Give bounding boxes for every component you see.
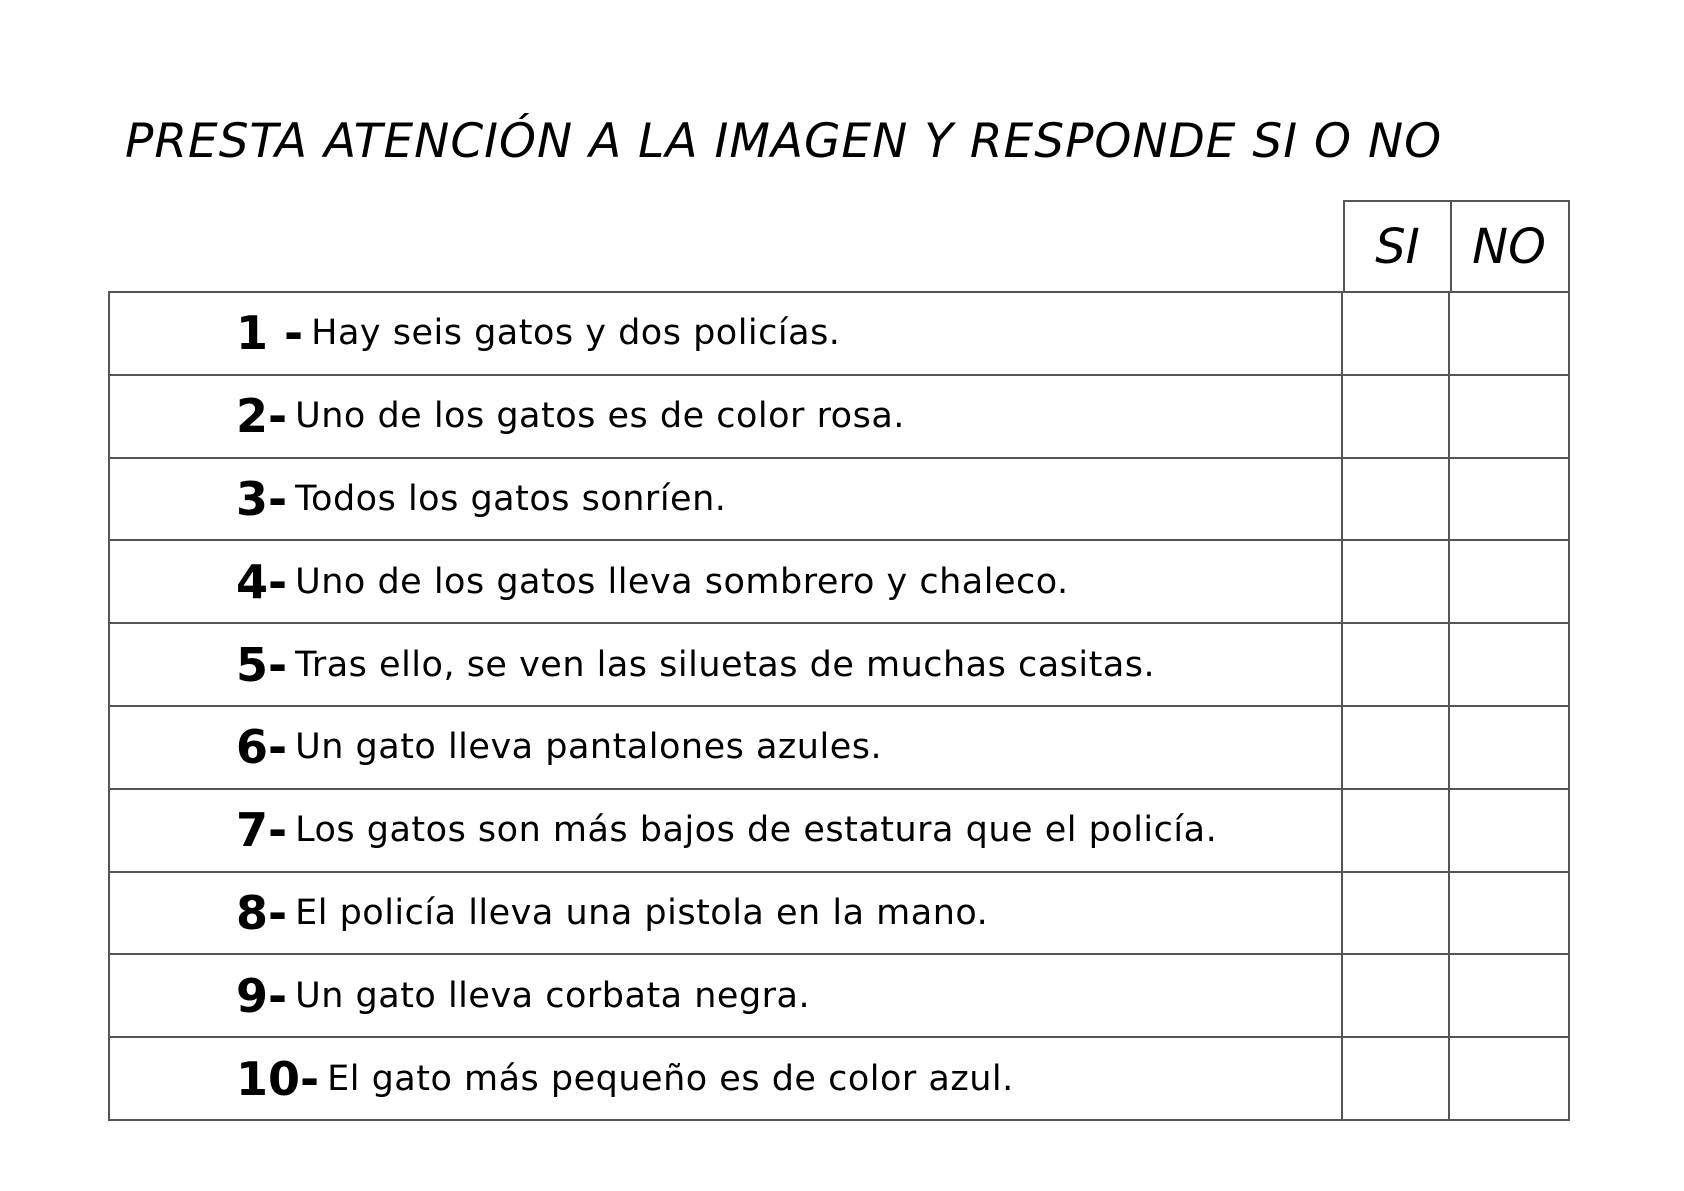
item-text: Los gatos son más bajos de estatura que el policía. — [295, 810, 1218, 851]
answer-cell-no[interactable] — [1450, 955, 1570, 1036]
statement-cell — [110, 624, 1343, 705]
item-text: Todos los gatos sonríen. — [295, 478, 727, 519]
answer-cell-no[interactable] — [1450, 707, 1570, 788]
answer-cell-si[interactable] — [1343, 293, 1450, 374]
table-row — [110, 873, 1570, 956]
answer-cell-si[interactable] — [1343, 707, 1450, 788]
item-number: 10- — [236, 1051, 320, 1106]
statement-cell — [110, 707, 1343, 788]
item-number: 5- — [236, 637, 288, 692]
item-text: Tras ello, se ven las siluetas de muchas casitas. — [295, 644, 1156, 685]
table-row — [110, 293, 1570, 376]
answer-cell-si[interactable] — [1343, 541, 1450, 622]
item-text: El policía lleva una pistola en la mano. — [295, 892, 989, 933]
column-header-no: NO — [1450, 200, 1570, 293]
answer-cell-no[interactable] — [1450, 459, 1570, 540]
table-row — [110, 459, 1570, 542]
statement-cell — [110, 376, 1343, 457]
item-number: 1 - — [236, 306, 304, 361]
column-header-si: SI — [1343, 200, 1452, 293]
answer-cell-si[interactable] — [1343, 955, 1450, 1036]
item-number: 6- — [236, 720, 288, 775]
answer-cell-no[interactable] — [1450, 376, 1570, 457]
table-row — [110, 376, 1570, 459]
item-number: 7- — [236, 803, 288, 858]
item-text: Un gato lleva corbata negra. — [295, 975, 811, 1016]
answer-cell-no[interactable] — [1450, 624, 1570, 705]
item-text: Uno de los gatos lleva sombrero y chaleco. — [295, 561, 1069, 602]
answer-cell-no[interactable] — [1450, 1038, 1570, 1119]
table-row — [110, 541, 1570, 624]
answer-cell-si[interactable] — [1343, 624, 1450, 705]
statement-cell — [110, 873, 1343, 954]
answer-cell-si[interactable] — [1343, 873, 1450, 954]
table-row — [110, 624, 1570, 707]
item-number: 8- — [236, 885, 288, 940]
item-text: El gato más pequeño es de color azul. — [327, 1058, 1014, 1099]
item-number: 9- — [236, 968, 288, 1023]
answer-table — [108, 291, 1570, 1121]
statement-cell — [110, 459, 1343, 540]
answer-cell-no[interactable] — [1450, 541, 1570, 622]
answer-cell-si[interactable] — [1343, 459, 1450, 540]
item-text: Hay seis gatos y dos policías. — [311, 313, 841, 354]
table-row — [110, 790, 1570, 873]
table-row — [110, 955, 1570, 1038]
answer-cell-si[interactable] — [1343, 1038, 1450, 1119]
item-number: 4- — [236, 554, 288, 609]
statement-cell — [110, 1038, 1343, 1119]
answer-cell-no[interactable] — [1450, 873, 1570, 954]
statement-cell — [110, 790, 1343, 871]
item-number: 2- — [236, 389, 288, 444]
statement-cell — [110, 541, 1343, 622]
answer-cell-no[interactable] — [1450, 293, 1570, 374]
table-row — [110, 707, 1570, 790]
item-text: Uno de los gatos es de color rosa. — [295, 396, 905, 437]
item-text: Un gato lleva pantalones azules. — [295, 727, 883, 768]
answer-cell-si[interactable] — [1343, 376, 1450, 457]
statement-cell — [110, 955, 1343, 1036]
table-row — [110, 1038, 1570, 1121]
answer-cell-si[interactable] — [1343, 790, 1450, 871]
worksheet-title: PRESTA ATENCIÓN A LA IMAGEN Y RESPONDE SI O NO — [125, 114, 1443, 169]
answer-cell-no[interactable] — [1450, 790, 1570, 871]
item-number: 3- — [236, 471, 288, 526]
statement-cell — [110, 293, 1343, 374]
